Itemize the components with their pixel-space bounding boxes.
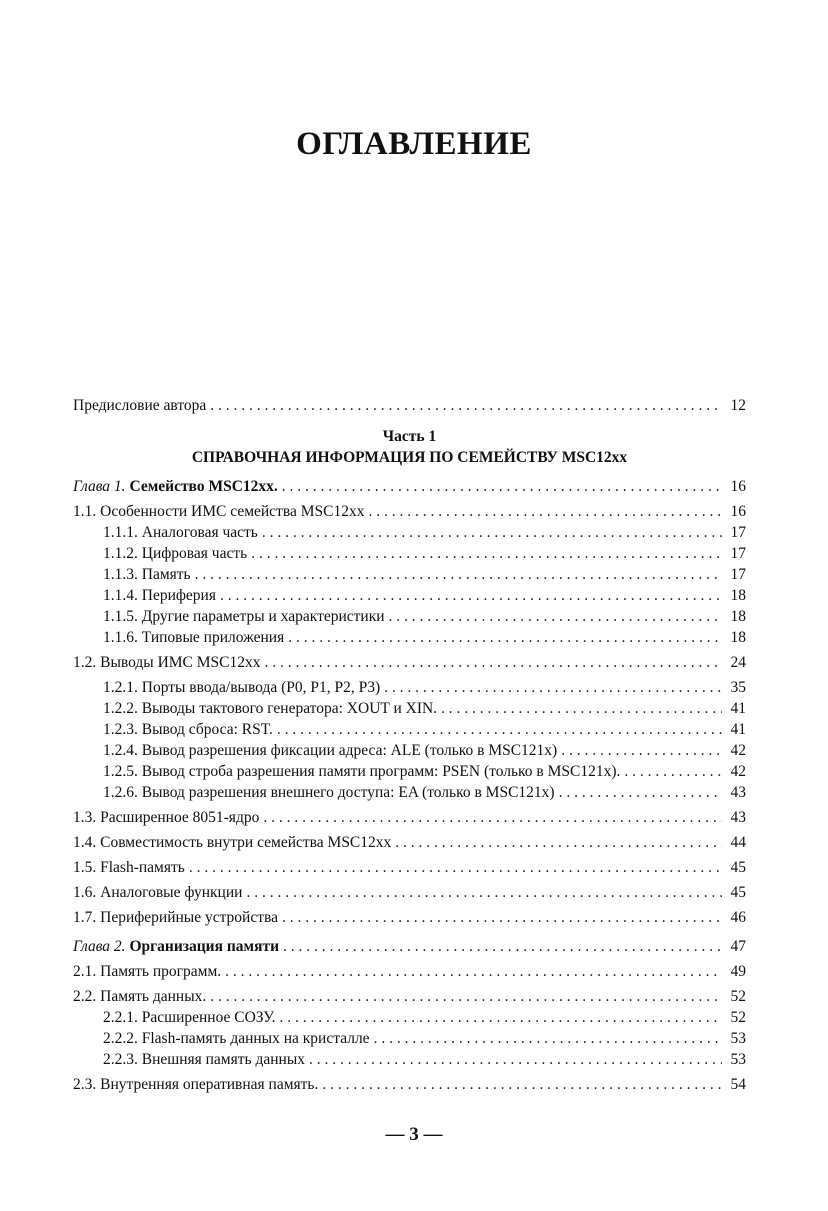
dot-leader <box>288 627 722 648</box>
toc-entry-2-2-1[interactable] <box>73 1007 746 1028</box>
dot-leader <box>561 740 722 761</box>
toc-label: 1.1.4. Периферия <box>103 587 216 604</box>
toc-page: 16 <box>730 503 746 520</box>
toc-label: 1.2.6. Вывод разрешения внешнего доступа: EA (только в MSC121x) <box>103 784 555 801</box>
toc-page: 54 <box>730 1076 746 1093</box>
toc-label: Предисловие автора <box>73 397 207 414</box>
dot-leader <box>265 652 723 673</box>
dot-leader <box>309 1049 722 1070</box>
toc-entry-preface[interactable] <box>73 395 746 416</box>
toc-page: 45 <box>730 859 746 876</box>
dot-leader <box>210 395 722 416</box>
dot-leader <box>283 936 722 957</box>
toc-page: 42 <box>730 763 746 780</box>
toc-page: 17 <box>730 524 746 541</box>
toc-label: 1.7. Периферийные устройства <box>73 909 279 926</box>
toc-label: 1.1. Особенности ИМС семейства MSC12xx <box>73 503 365 520</box>
dot-leader <box>251 543 722 564</box>
toc-label: 1.6. Аналоговые функции <box>73 884 243 901</box>
toc-page: 53 <box>730 1051 746 1068</box>
toc-label: 1.2.4. Вывод разрешения фиксации адреса: ALE (только в MSC121x) <box>103 742 558 759</box>
toc-label: 1.4. Совместимость внутри семейства MSC12xx <box>73 834 392 851</box>
toc-label: 1.1.2. Цифровая часть <box>103 545 248 562</box>
toc-page: 18 <box>730 608 746 625</box>
toc-page: 46 <box>730 909 746 926</box>
toc-label: 1.2.5. Вывод строба разрешения памяти программ: PSEN (только в MSC121x). <box>103 763 621 780</box>
dot-leader <box>280 1007 722 1028</box>
toc-label <box>73 936 279 957</box>
toc-page: 35 <box>730 679 746 696</box>
toc-entry-chapter-2[interactable] <box>73 936 746 957</box>
dot-leader <box>246 882 722 903</box>
toc-entry-1-1-4[interactable] <box>73 585 746 606</box>
toc-entry-1-1[interactable] <box>73 501 746 522</box>
toc-page: 49 <box>730 963 746 980</box>
toc-entry-2-2[interactable] <box>73 986 746 1007</box>
toc-label: 2.2.1. Расширенное СОЗУ. <box>103 1009 276 1026</box>
toc-page: 41 <box>730 700 746 717</box>
toc-label: 2.2.3. Внешняя память данных <box>103 1051 305 1068</box>
dot-leader <box>195 564 722 585</box>
toc-page: 41 <box>730 721 746 738</box>
toc-entry-1-1-2[interactable] <box>73 543 746 564</box>
toc-label: 1.2. Выводы ИМС MSC12xx <box>73 654 261 671</box>
toc-page: 43 <box>730 784 746 801</box>
toc-label: 1.1.5. Другие параметры и характеристики <box>103 608 385 625</box>
toc-entry-1-4[interactable] <box>73 832 746 853</box>
dot-leader <box>395 832 722 853</box>
toc-entry-1-1-1[interactable] <box>73 522 746 543</box>
toc-label: 1.2.2. Выводы тактового генератора: XOUT и XIN. <box>103 700 438 717</box>
chapter-title: Семейство MSC12xx. <box>129 478 278 495</box>
toc-entry-2-3[interactable] <box>73 1074 746 1095</box>
toc-page: 12 <box>730 397 746 414</box>
toc-entry-1-1-3[interactable] <box>73 564 746 585</box>
toc-entry-1-1-5[interactable] <box>73 606 746 627</box>
page-title: ОГЛАВЛЕНИЕ <box>296 126 532 162</box>
toc-entry-chapter-1[interactable] <box>73 476 746 497</box>
dot-leader <box>624 761 722 782</box>
dot-leader <box>282 476 722 497</box>
toc-page: 17 <box>730 566 746 583</box>
dot-leader <box>368 501 722 522</box>
toc-label: 1.3. Расширенное 8051-ядро <box>73 809 260 826</box>
dot-leader <box>384 677 722 698</box>
toc-entry-1-2-5[interactable] <box>73 761 746 782</box>
dot-leader <box>559 782 722 803</box>
toc-entry-1-6[interactable] <box>73 882 746 903</box>
dot-leader <box>210 986 722 1007</box>
toc-entry-1-1-6[interactable] <box>73 627 746 648</box>
chapter-prefix: Глава 2. <box>73 938 126 955</box>
toc-label: 2.3. Внутренняя оперативная память. <box>73 1076 319 1093</box>
toc-page: 53 <box>730 1030 746 1047</box>
table-of-contents <box>73 395 746 1095</box>
dot-leader <box>262 522 722 543</box>
dot-leader <box>225 961 722 982</box>
toc-entry-2-1[interactable] <box>73 961 746 982</box>
chapter-prefix: Глава 1. <box>73 478 126 495</box>
toc-entry-1-2-2[interactable] <box>73 698 746 719</box>
toc-page: 52 <box>730 1009 746 1026</box>
toc-label: 1.1.3. Память <box>103 566 191 583</box>
toc-page: 45 <box>730 884 746 901</box>
toc-page: 43 <box>730 809 746 826</box>
toc-label: 2.2.2. Flash-память данных на кристалле <box>103 1030 370 1047</box>
toc-label: 1.1.6. Типовые приложения <box>103 629 285 646</box>
toc-label <box>73 476 278 497</box>
toc-entry-1-2-1[interactable] <box>73 677 746 698</box>
toc-label: 1.2.3. Вывод сброса: RST. <box>103 721 273 738</box>
toc-page: 18 <box>730 587 746 604</box>
dot-leader <box>322 1074 722 1095</box>
toc-page: 24 <box>730 654 746 671</box>
toc-entry-2-2-3[interactable] <box>73 1049 746 1070</box>
toc-label: 1.1.1. Аналоговая часть <box>103 524 258 541</box>
toc-page: 42 <box>730 742 746 759</box>
dot-leader <box>374 1028 722 1049</box>
toc-entry-1-2-4[interactable] <box>73 740 746 761</box>
toc-entry-1-7[interactable] <box>73 907 746 928</box>
toc-label: 2.2. Память данных. <box>73 988 207 1005</box>
toc-page: 16 <box>730 478 746 495</box>
toc-page: 47 <box>730 938 746 955</box>
toc-entry-1-2-3[interactable] <box>73 719 746 740</box>
toc-entry-1-2[interactable] <box>73 652 746 673</box>
part-number: Часть 1 <box>382 428 437 445</box>
dot-leader <box>220 585 722 606</box>
toc-page: 44 <box>730 834 746 851</box>
toc-entry-1-5[interactable] <box>73 857 746 878</box>
chapter-title: Организация памяти <box>129 938 280 955</box>
dot-leader <box>277 719 722 740</box>
toc-entry-1-3[interactable] <box>73 807 746 828</box>
toc-label: 2.1. Память программ. <box>73 963 222 980</box>
toc-label: 1.2.1. Порты ввода/вывода (P0, P1, P2, P3) <box>103 679 381 696</box>
toc-entry-1-2-6[interactable] <box>73 782 746 803</box>
part-title: СПРАВОЧНАЯ ИНФОРМАЦИЯ ПО СЕМЕЙСТВУ MSC12xx <box>191 449 628 466</box>
toc-page: 52 <box>730 988 746 1005</box>
toc-entry-2-2-2[interactable] <box>73 1028 746 1049</box>
dot-leader <box>189 857 722 878</box>
dot-leader <box>441 698 722 719</box>
dot-leader <box>282 907 722 928</box>
dot-leader <box>263 807 722 828</box>
page-number: — 3 — <box>385 1124 443 1145</box>
toc-label: 1.5. Flash-память <box>73 859 185 876</box>
toc-page: 17 <box>730 545 746 562</box>
toc-page: 18 <box>730 629 746 646</box>
dot-leader <box>389 606 722 627</box>
